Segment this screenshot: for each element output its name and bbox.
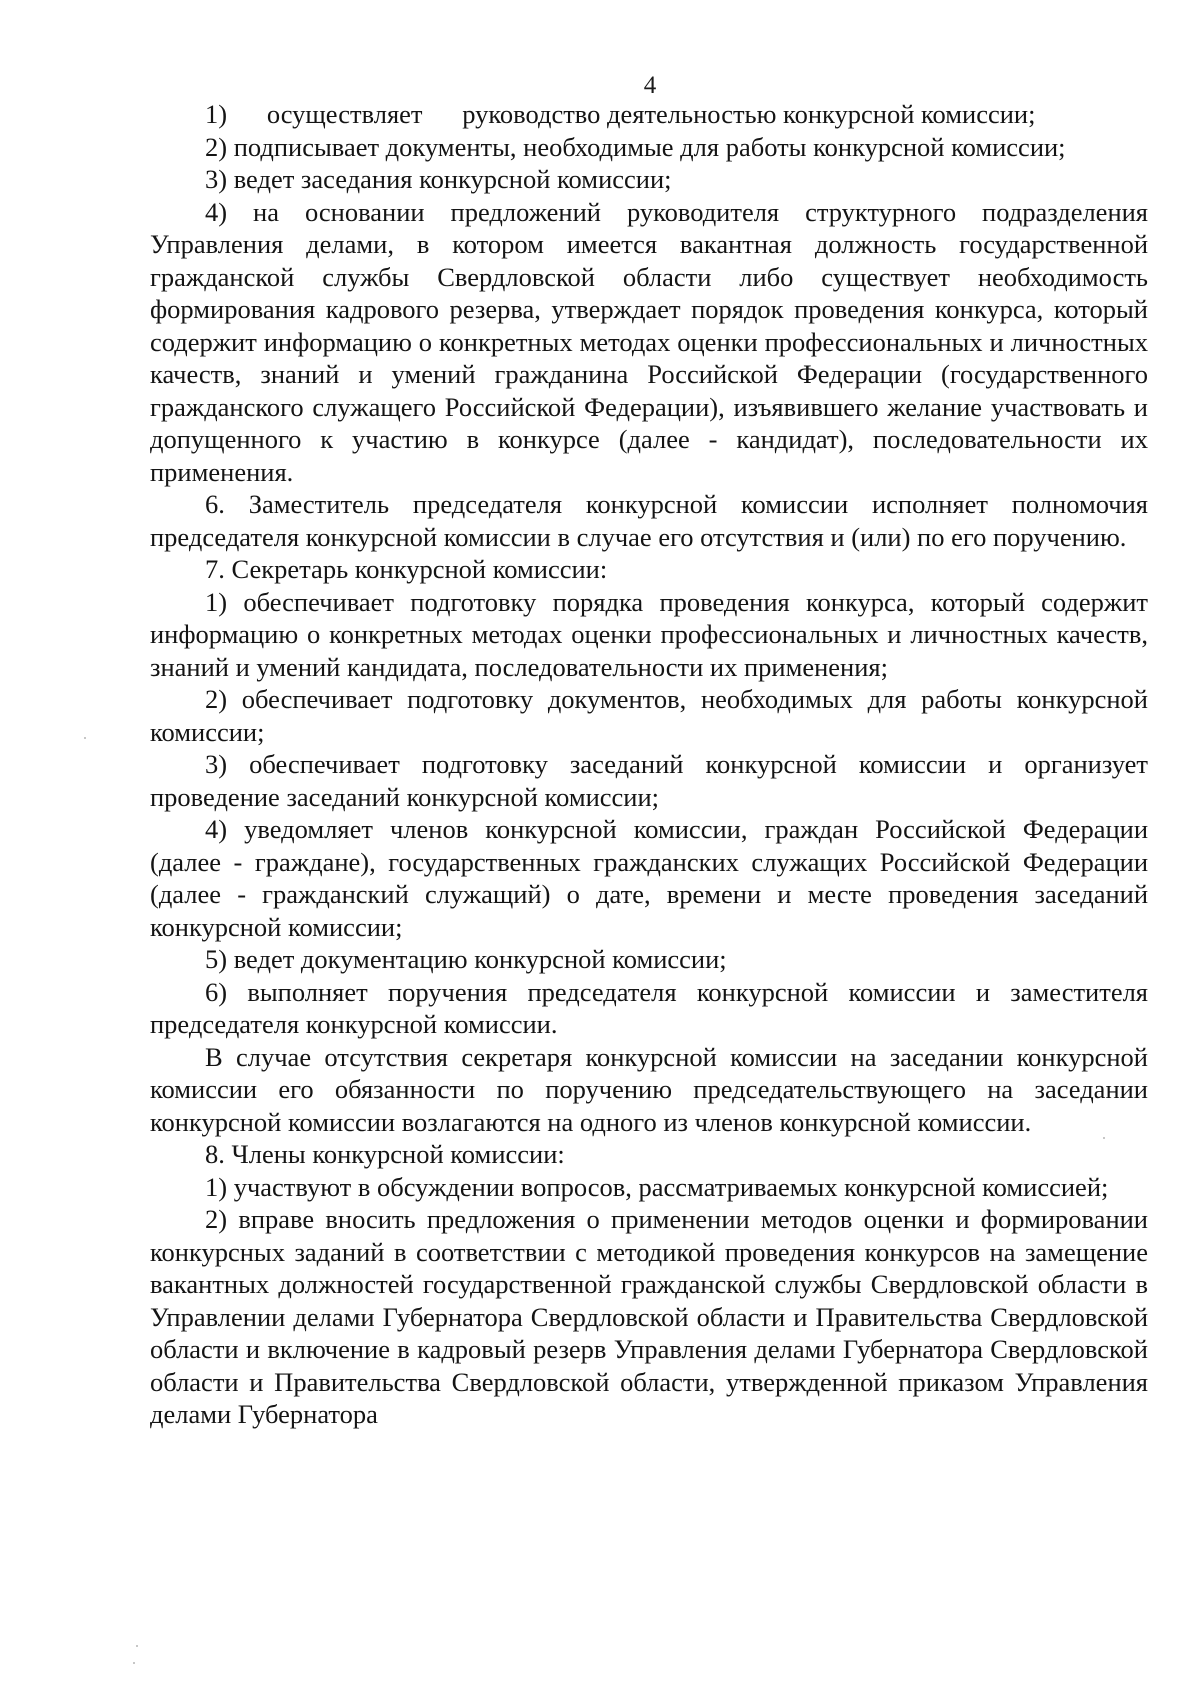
paragraph: 2) вправе вносить предложения о применении методов оценки и формировании конкурсных заданий в соответствии с методикой проведения конкурсов на замещение вакантных должностей государственной гражданской службы Свердловской области в Управлении делами Губернатора Свердловской области и Правительства Свердловской области и включение в кадровый резерв Управления делами Губернатора Свердловской области и Правительства Свердловской области, утвержденной приказом Управления делами Губернатора <box>150 1204 1148 1429</box>
page-number: 4 <box>643 72 657 99</box>
paragraph: 2) подписывает документы, необходимые для работы конкурсной комиссии; <box>205 131 1066 162</box>
paragraph: 8. Члены конкурсной комиссии: <box>205 1139 565 1169</box>
paragraph: 5) ведет документацию конкурсной комиссии; <box>205 944 727 974</box>
paragraph: 6) выполняет поручения председателя конкурсной комиссии и заместителя председателя конкурсной комиссии. <box>150 976 1148 1039</box>
paragraph: 4) на основании предложений руководителя структурного подразделения Управления делами, в котором имеется вакантная должность государственной гражданской службы Свердловской области либо существует необходимость формирования кадрового резерва, утверждает порядок проведения конкурса, который содержит информацию о конкретных методах оценки профессиональных и личностных качеств, знаний и умений гражданина Российской Федерации (государственного гражданского служащего Российской Федерации), изъявившего желание участвовать и допущенного к участию в конкурсе (далее - кандидат), последовательности их применения. <box>150 196 1148 487</box>
scan-speck <box>1103 1137 1105 1139</box>
scan-speck <box>84 737 86 739</box>
paragraph: 3) ведет заседания конкурсной комиссии; <box>205 164 672 194</box>
paragraph: 4) уведомляет членов конкурсной комиссии, граждан Российской Федерации (далее - граждане), государственных гражданских служащих Российской Федерации (далее - гражданский служащий) о дате, времени и месте проведения заседаний конкурсной комиссии; <box>150 814 1148 942</box>
scan-speck <box>136 1645 138 1647</box>
paragraph: 2) обеспечивает подготовку документов, необходимых для работы конкурсной комиссии; <box>150 684 1148 747</box>
paragraph: В случае отсутствия секретаря конкурсной комиссии на заседании конкурсной комиссии его обязанности по поручению председательствующего на заседании конкурсной комиссии возлагаются на одного из членов конкурсной комиссии. <box>150 1041 1148 1137</box>
paragraph: 6. Заместитель председателя конкурсной комиссии исполняет полномочия председателя конкурсной комиссии в случае его отсутствия и (или) по его поручению. <box>150 489 1148 552</box>
paragraph: 3) обеспечивает подготовку заседаний конкурсной комиссии и организует проведение заседаний конкурсной комиссии; <box>150 749 1148 812</box>
document-body <box>150 98 1148 1431</box>
paragraph: 1) обеспечивает подготовку порядка проведения конкурса, который содержит информацию о конкретных методах оценки профессиональных и личностных качеств, знаний и умений кандидата, последовательности их применения; <box>150 586 1148 682</box>
paragraph: 7. Секретарь конкурсной комиссии: <box>205 554 608 584</box>
paragraph: 1) осуществляет руководство деятельностью конкурсной комиссии; <box>205 99 1036 129</box>
scan-speck <box>133 1662 135 1664</box>
paragraph: 1) участвуют в обсуждении вопросов, рассматриваемых конкурсной комиссией; <box>205 1171 1109 1202</box>
